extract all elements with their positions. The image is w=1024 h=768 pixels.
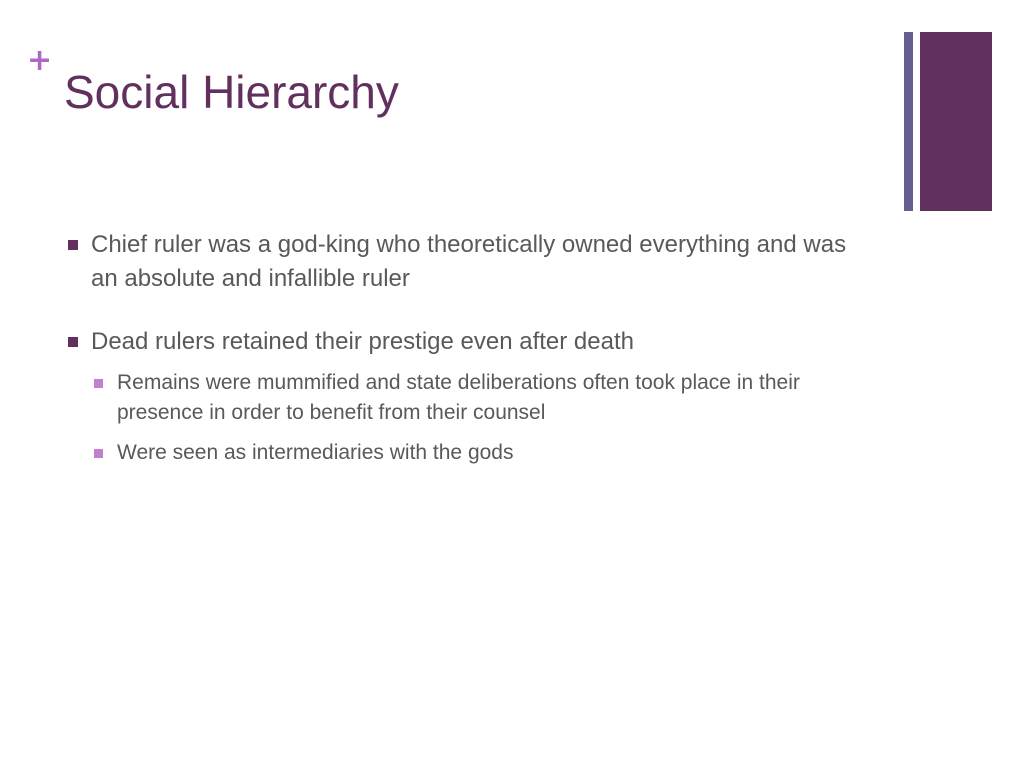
- square-bullet-icon: [94, 379, 103, 388]
- sub-bullet-item-2: [117, 438, 877, 468]
- bullet-item-2: [91, 325, 851, 359]
- plus-icon: +: [27, 43, 53, 78]
- bullet-item-1: [91, 228, 851, 296]
- accent-bar-thin: [904, 32, 913, 211]
- sub-bullet-item-1: [117, 368, 877, 428]
- square-bullet-icon: [94, 449, 103, 458]
- square-bullet-icon: [68, 240, 78, 250]
- bullet-text: Dead rulers retained their prestige even after death: [91, 328, 634, 355]
- bullet-text: Chief ruler was a god-king who theoretically owned everything and was an absolute and infallible ruler: [91, 231, 847, 292]
- square-bullet-icon: [68, 337, 78, 347]
- bullet-text: Remains were mummified and state deliberations often took place in their presence in order to benefit from their counsel: [117, 371, 800, 424]
- bullet-text: Were seen as intermediaries with the gods: [117, 441, 514, 464]
- slide-title: Social Hierarchy: [64, 66, 399, 118]
- accent-bar-thick: [920, 32, 992, 211]
